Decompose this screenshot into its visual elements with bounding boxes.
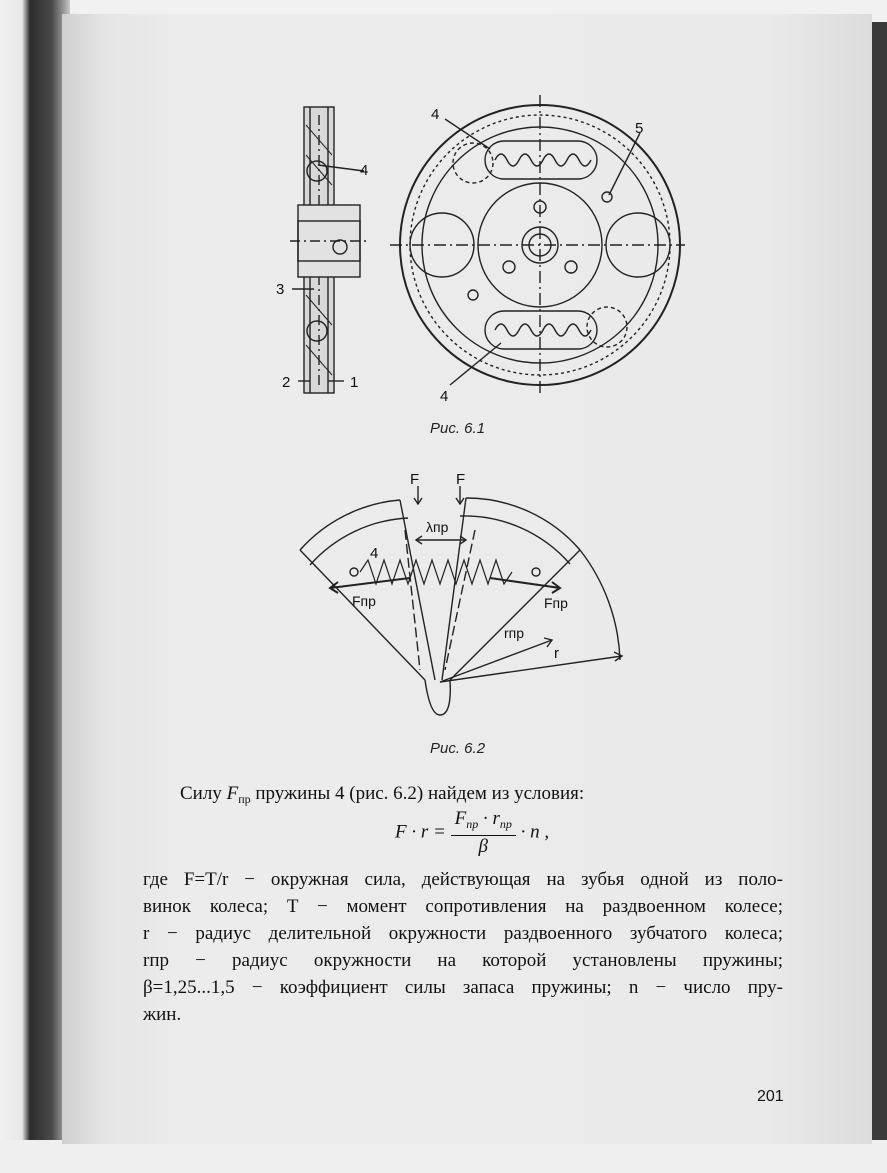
fig2-label-fpr-left: Fпр (352, 593, 376, 609)
fig2-label-rpr: rпр (504, 625, 525, 641)
definitions-paragraph (143, 866, 783, 1028)
text-line-6: жин. (143, 1004, 182, 1025)
formula-numerator (451, 808, 516, 836)
formula-fraction (451, 808, 516, 858)
formula-num-r-sub: пр (499, 817, 512, 831)
fig2-label-f-left: F (410, 471, 420, 488)
fig2-label-f-right: F (456, 471, 466, 488)
figure-6-1-caption: Рис. 6.1 (430, 420, 486, 437)
fig2-label-4: 4 (370, 545, 379, 562)
intro-text-b: пружины 4 (рис. 6.2) найдем из условия: (250, 783, 585, 804)
formula-rhs: · n , (520, 821, 550, 843)
intro-sub: пр (238, 792, 251, 806)
text-line-5: β=1,25...1,5 − коэффициент силы запаса пружины; n − число пру- (143, 977, 783, 998)
fig1-label-5: 5 (635, 120, 644, 137)
fig1-label-2: 2 (282, 374, 291, 391)
text-line-2: винок колеса; T − момент сопротивления на раздвоенном колесе; (143, 896, 783, 917)
fig1-label-3: 3 (276, 281, 285, 298)
formula-num-f: F (454, 808, 467, 829)
fig1-label-4-top: 4 (431, 106, 440, 123)
formula-denominator: β (478, 836, 488, 857)
formula-num-dot: · (478, 808, 493, 829)
fig1-label-4-side: 4 (360, 162, 369, 179)
fig1-label-4-bottom: 4 (440, 388, 449, 405)
book-spine-shadow (0, 0, 70, 1173)
fig2-label-r: r (554, 645, 559, 662)
formula-num-f-sub: пр (466, 817, 479, 831)
formula-lhs: F · r = (395, 821, 446, 843)
formula (395, 808, 695, 858)
text-line-1: где F=T/r − окружная сила, действующая на зубья одной из поло- (143, 869, 783, 890)
scan-bottom-margin (0, 1140, 887, 1173)
text-line-3: r − радиус делительной окружности раздвоенного зубчатого колеса; (143, 923, 783, 944)
text-line-4: rпр − радиус окружности на которой установлены пружины; (143, 950, 783, 971)
fig1-label-1: 1 (350, 374, 359, 391)
figure-6-1-side-view (270, 95, 380, 405)
fig2-label-fpr-right: Fпр (544, 595, 568, 611)
page-number: 201 (757, 1088, 784, 1105)
formula-num-r: r (492, 808, 500, 829)
fig2-label-lambda: λпр (426, 519, 449, 535)
intro-var: F (226, 783, 239, 804)
figure-6-1-front-view (385, 85, 685, 415)
intro-text-a: Силу (180, 783, 227, 804)
figure-6-2-diagram (290, 470, 640, 730)
figure-6-2-caption: Рис. 6.2 (430, 740, 486, 757)
